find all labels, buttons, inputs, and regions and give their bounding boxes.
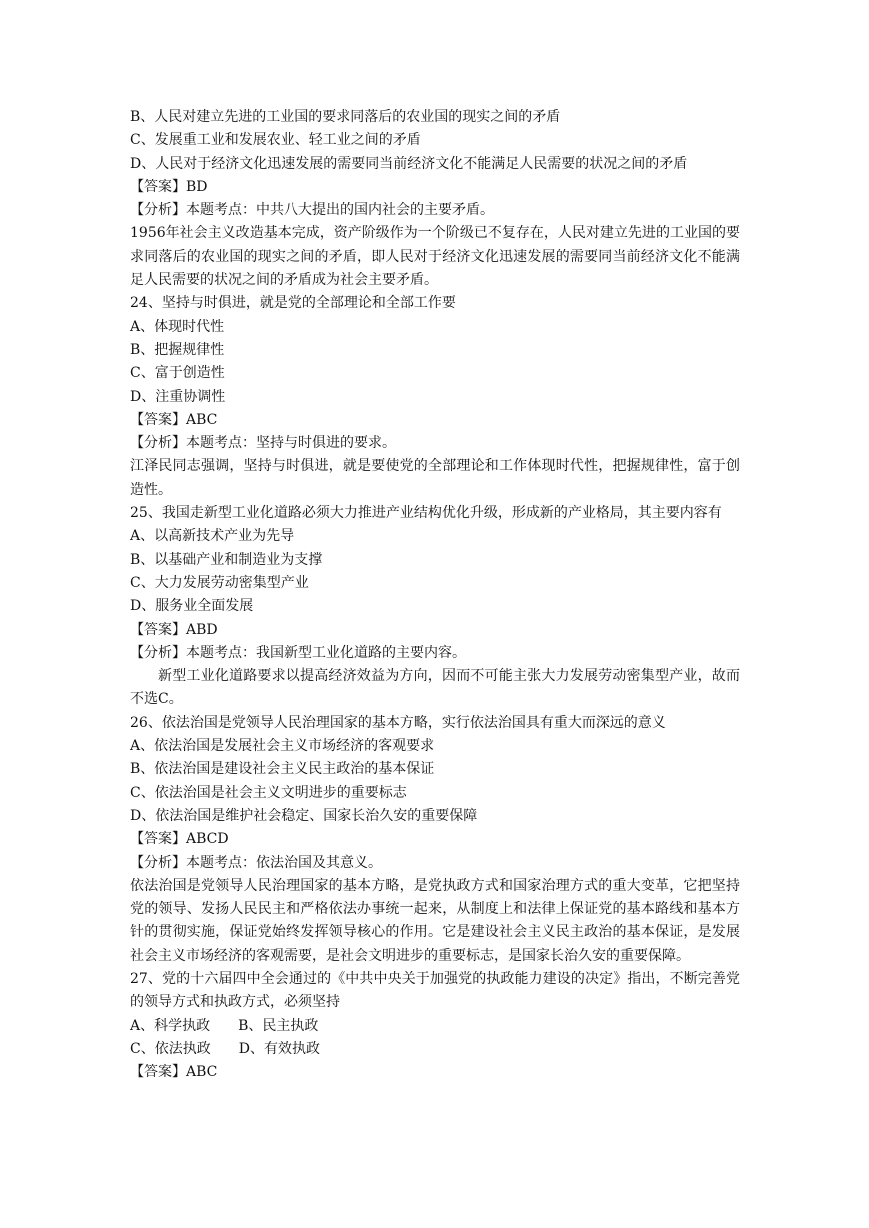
option-b: B、民主执政 [238,1017,319,1034]
analysis-line: 【分析】本题考点：坚持与时俱进的要求。 [130,435,396,452]
option-line: D、依法治国是维护社会稳定、国家长治久安的重要保障 [130,807,478,824]
option-line: B、依法治国是建设社会主义民主政治的基本保证 [130,761,435,778]
option-line: D、服务业全面发展 [130,598,254,615]
option-line: A、体现时代性 [130,318,225,335]
option-line: D、注重协调性 [130,388,226,405]
analysis-paragraph: 1956年社会主义改造基本完成，资产阶级作为一个阶级已不复存在，人民对建立先进的工业国的要求同落后的农业国的现实之间的矛盾，即人民对于经济文化迅速发展的需要同当前经济文化不能满足人民需要的状况之间的矛盾成为社会主要矛盾。 [130,225,740,289]
option-line: A、以高新技术产业为先导 [130,528,295,545]
question-paragraph: 27、党的十六届四中全会通过的《中共中央关于加强党的执政能力建设的决定》指出，不断完善党的领导方式和执政方式，必须坚持 [130,970,740,1011]
answer-line: 【答案】BD [130,178,208,195]
option-line: C、大力发展劳动密集型产业 [130,574,309,591]
question-line: 26、依法治国是党领导人民治理国家的基本方略，实行依法治国具有重大而深远的意义 [130,714,666,731]
analysis-line: 【分析】本题考点：我国新型工业化道路的主要内容。 [130,644,466,661]
answer-line: 【答案】ABD [130,621,218,638]
answer-line: 【答案】ABCD [130,831,229,848]
analysis-paragraph: 江泽民同志强调，坚持与时俱进，就是要使党的全部理论和工作体现时代性，把握规律性，富于创造性。 [130,458,740,498]
option-line: C、依法治国是社会主义文明进步的重要标志 [130,784,407,801]
option-c: C、依法执政 [130,1040,211,1057]
analysis-paragraph: 依法治国是党领导人民治理国家的基本方略，是党执政方式和国家治理方式的重大变革，它把坚持党的领导、发扬人民民主和严格依法办事统一起来，从制度上和法律上保证党的基本路线和基本方针的贯彻实施，保证党始终发挥领导核心的作用。它是建设社会主义民主政治的基本保证，是发展社会主义市场经济的客观需要，是社会文明进步的重要标志，是国家长治久安的重要保障。 [130,877,740,964]
option-a: A、科学执政 [130,1017,211,1034]
document-body [130,106,740,1084]
option-d: D、有效执政 [238,1040,320,1057]
question-paragraph: 25、我国走新型工业化道路必须大力推进产业结构优化升级，形成新的产业格局，其主要内容有 [130,505,722,522]
option-line: C、发展重工业和发展农业、轻工业之间的矛盾 [130,132,421,149]
option-line: A、依法治国是发展社会主义市场经济的客观要求 [130,738,435,755]
analysis-line: 【分析】本题考点：依法治国及其意义。 [130,854,382,871]
question-line: 24、坚持与时俱进，就是党的全部理论和全部工作要 [130,295,456,312]
option-pair-line [130,1038,740,1061]
option-pair-line [130,1015,740,1038]
option-line: B、人民对建立先进的工业国的要求同落后的农业国的现实之间的矛盾 [130,109,561,125]
answer-line: 【答案】ABC [130,411,218,428]
analysis-paragraph: 新型工业化道路要求以提高经济效益为方向，因而不可能主张大力发展劳动密集型产业，故而不选C。 [130,668,740,708]
answer-line: 【答案】ABC [130,1064,218,1081]
option-line: B、以基础产业和制造业为支撑 [130,551,323,568]
analysis-line: 【分析】本题考点：中共八大提出的国内社会的主要矛盾。 [130,202,494,219]
option-line: D、人民对于经济文化迅速发展的需要同当前经济文化不能满足人民需要的状况之间的矛盾 [130,155,688,172]
option-line: B、把握规律性 [130,341,225,358]
option-line: C、富于创造性 [130,365,225,382]
